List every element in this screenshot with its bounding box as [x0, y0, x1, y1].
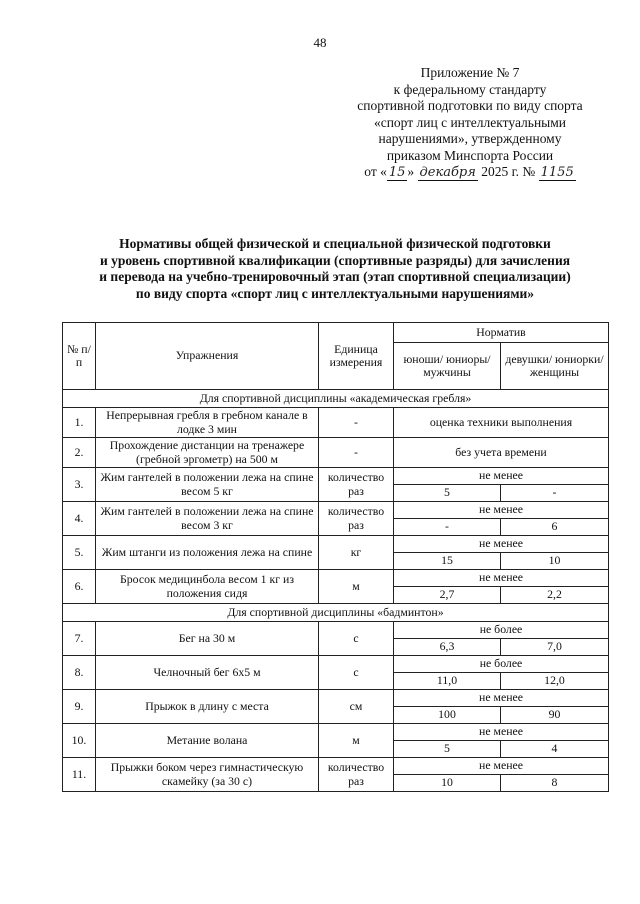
appendix-line: нарушениями», утвержденному: [378, 131, 562, 146]
title-line: и перевода на учебно-тренировочный этап (этап спортивной специализации): [99, 269, 571, 284]
row-unit: -: [319, 408, 394, 438]
row-boys-value: 2,7: [394, 587, 501, 604]
row-condition: не менее: [394, 536, 609, 553]
table-row: [63, 690, 609, 707]
row-unit: м: [319, 724, 394, 758]
header-norm: Норматив: [394, 323, 609, 343]
row-exercise: Челночный бег 6х5 м: [96, 656, 319, 690]
row-num: 10.: [63, 724, 96, 758]
date-month-handwritten: декабря: [419, 165, 476, 180]
row-num: 6.: [63, 570, 96, 604]
row-boys-value: -: [394, 519, 501, 536]
appendix-line: спортивной подготовки по виду спорта: [357, 98, 583, 113]
row-exercise: Прыжки боком через гимнастическую скамейку (за 30 с): [96, 758, 319, 792]
table-row: [63, 438, 609, 468]
table-row: [63, 656, 609, 673]
date-year: 2025 г. №: [481, 164, 536, 179]
section-title: Для спортивной дисциплины «академическая гребля»: [63, 390, 609, 408]
row-boys-value: 5: [394, 741, 501, 758]
header-girls: девушки/ юниорки/ женщины: [501, 343, 609, 390]
row-condition: не более: [394, 656, 609, 673]
row-condition: не менее: [394, 758, 609, 775]
row-unit: кг: [319, 536, 394, 570]
row-boys-value: 5: [394, 485, 501, 502]
row-girls-value: 12,0: [501, 673, 609, 690]
appendix-line: Приложение № 7: [420, 65, 520, 80]
header-exercise: Упражнения: [96, 323, 319, 390]
row-girls-value: -: [501, 485, 609, 502]
row-condition: не менее: [394, 502, 609, 519]
table-row: [63, 536, 609, 553]
row-girls-value: 10: [501, 553, 609, 570]
row-unit: м: [319, 570, 394, 604]
row-condition: не более: [394, 622, 609, 639]
row-num: 1.: [63, 408, 96, 438]
row-exercise: Жим гантелей в положении лежа на спине весом 3 кг: [96, 502, 319, 536]
row-exercise: Метание волана: [96, 724, 319, 758]
row-exercise: Бросок медицинбола весом 1 кг из положения сидя: [96, 570, 319, 604]
date-day-handwritten: 15: [388, 165, 406, 180]
header-unit: Единица измерения: [319, 323, 394, 390]
row-condition: не менее: [394, 570, 609, 587]
page-number: 48: [313, 35, 327, 50]
row-unit: с: [319, 656, 394, 690]
row-num: 2.: [63, 438, 96, 468]
row-num: 9.: [63, 690, 96, 724]
row-girls-value: 4: [501, 741, 609, 758]
row-exercise: Непрерывная гребля в гребном канале в лодке 3 мин: [96, 408, 319, 438]
appendix-line: «спорт лиц с интеллектуальными: [373, 114, 567, 130]
row-norm-merged: без учета времени: [394, 438, 609, 468]
row-exercise: Жим гантелей в положении лежа на спине весом 5 кг: [96, 468, 319, 502]
row-girls-value: 8: [501, 775, 609, 792]
appendix-line: приказом Минспорта России: [386, 147, 554, 163]
row-num: 7.: [63, 622, 96, 656]
row-boys-value: 100: [394, 707, 501, 724]
table-row: [63, 502, 609, 519]
row-num: 5.: [63, 536, 96, 570]
row-unit: см: [319, 690, 394, 724]
row-boys-value: 10: [394, 775, 501, 792]
row-norm-merged: оценка техники выполнения: [394, 408, 609, 438]
row-condition: не менее: [394, 690, 609, 707]
row-unit: количество раз: [319, 468, 394, 502]
order-number-handwritten: 1155: [540, 165, 574, 180]
row-unit: с: [319, 622, 394, 656]
header-boys: юноши/ юниоры/ мужчины: [394, 343, 501, 390]
table-row: [63, 758, 609, 775]
date-prefix: от «: [364, 164, 387, 179]
document-title: [60, 236, 610, 302]
row-num: 4.: [63, 502, 96, 536]
date-quote-close: »: [407, 164, 415, 179]
table-row: [63, 622, 609, 639]
row-exercise: Прохождение дистанции на тренажере (гребной эргометр) на 500 м: [96, 438, 319, 468]
row-exercise: Прыжок в длину с места: [96, 690, 319, 724]
row-girls-value: 7,0: [501, 639, 609, 656]
row-boys-value: 6,3: [394, 639, 501, 656]
row-condition: не менее: [394, 468, 609, 485]
row-girls-value: 6: [501, 519, 609, 536]
title-line: Нормативы общей физической и специальной физической подготовки: [119, 236, 551, 251]
row-exercise: Жим штанги из положения лежа на спине: [96, 536, 319, 570]
row-num: 8.: [63, 656, 96, 690]
title-line: и уровень спортивной квалификации (спортивные разряды) для зачисления: [99, 252, 571, 268]
row-condition: не менее: [394, 724, 609, 741]
row-unit: -: [319, 438, 394, 468]
appendix-block: [340, 65, 600, 181]
table-row: [63, 724, 609, 741]
header-num: № п/п: [63, 323, 96, 390]
row-num: 3.: [63, 468, 96, 502]
title-line: по виду спорта «спорт лиц с интеллектуальными нарушениями»: [135, 285, 535, 301]
row-boys-value: 11,0: [394, 673, 501, 690]
row-boys-value: 15: [394, 553, 501, 570]
table-row: [63, 468, 609, 485]
row-unit: количество раз: [319, 502, 394, 536]
norms-table: [62, 322, 609, 792]
section-title: Для спортивной дисциплины «бадминтон»: [63, 604, 609, 622]
order-date-line: [340, 164, 600, 181]
table-row: [63, 570, 609, 587]
row-num: 11.: [63, 758, 96, 792]
appendix-line: к федеральному стандарту: [393, 81, 547, 97]
row-unit: количество раз: [319, 758, 394, 792]
row-exercise: Бег на 30 м: [96, 622, 319, 656]
row-girls-value: 2,2: [501, 587, 609, 604]
row-girls-value: 90: [501, 707, 609, 724]
table-row: [63, 408, 609, 438]
